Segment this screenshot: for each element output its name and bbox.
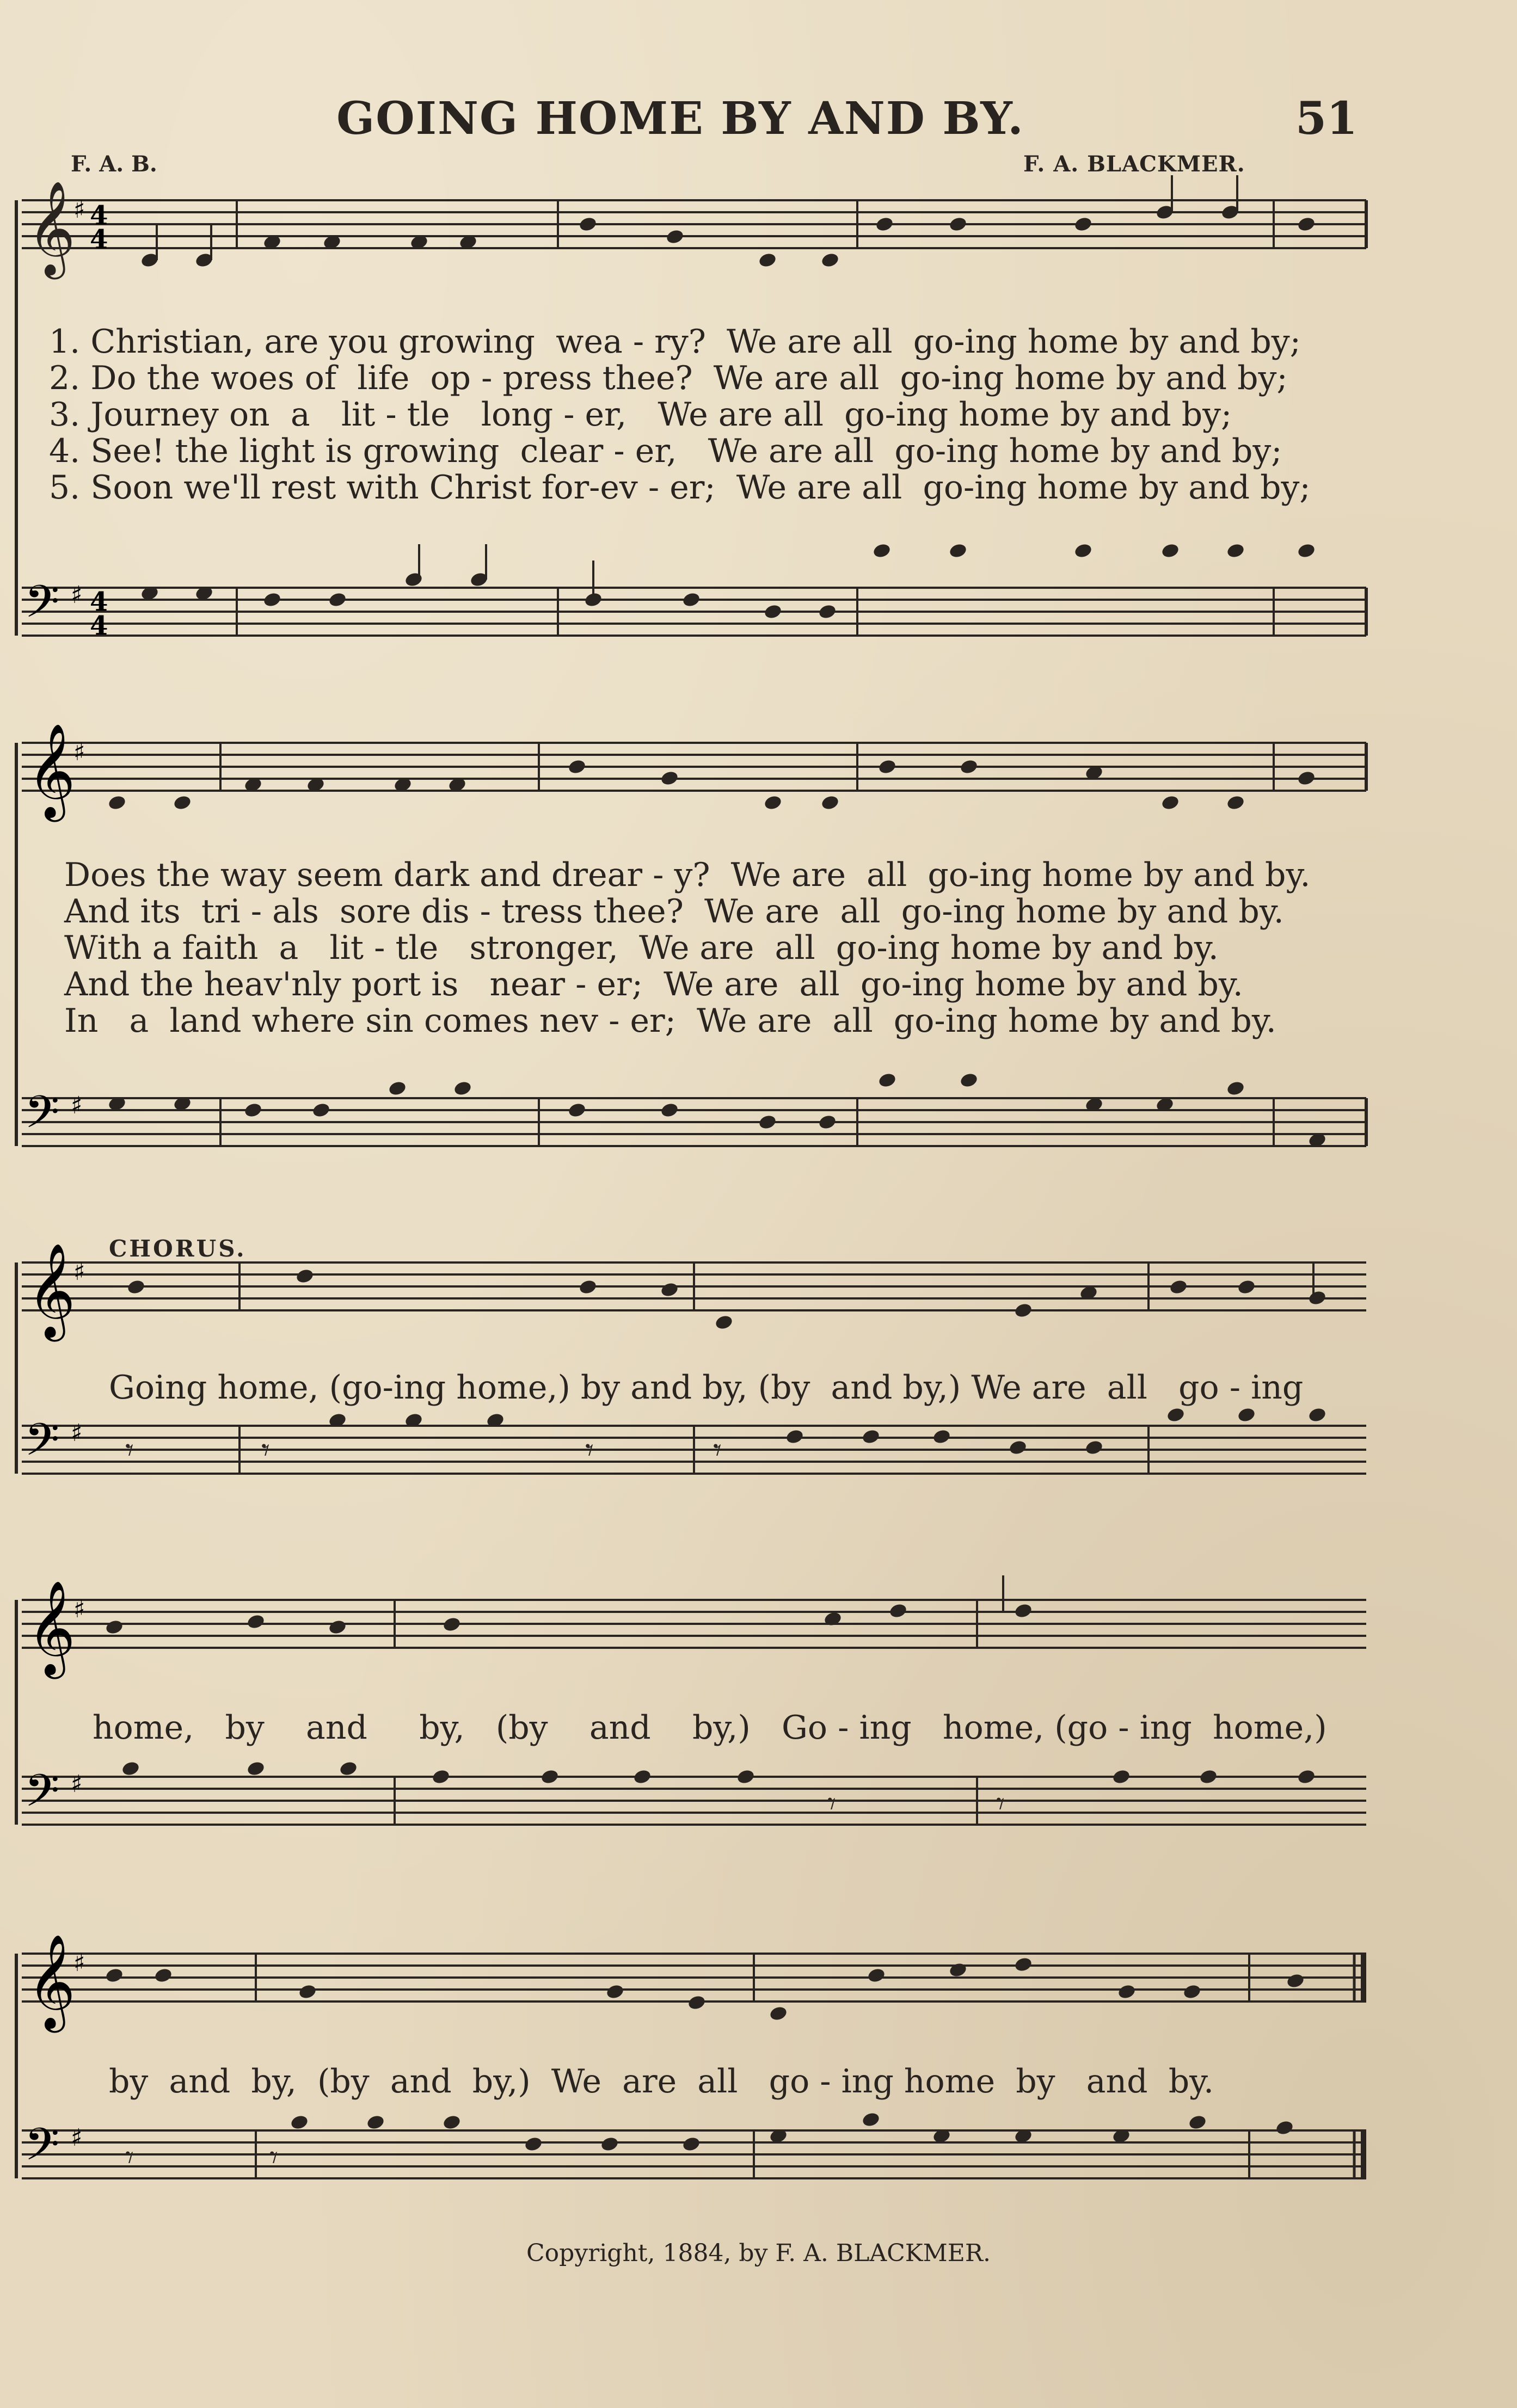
verse-5-line: 5. Soon we'll rest with Christ for-ev - er; We are all go-ing home by and by; bbox=[49, 469, 1311, 507]
svg-text:𝄢: 𝄢 bbox=[24, 1086, 60, 1149]
svg-text:♯: ♯ bbox=[73, 196, 85, 224]
svg-text:4: 4 bbox=[90, 611, 108, 641]
svg-text:𝄞: 𝄞 bbox=[27, 1934, 76, 2029]
chorus-line: Going home, (go-ing home,) by and by, (by and by,) We are all go - ing bbox=[109, 1369, 1304, 1407]
system-5-bass bbox=[22, 2118, 1366, 2182]
system-1-treble bbox=[22, 181, 1366, 280]
svg-text:4: 4 bbox=[90, 224, 108, 255]
verse-1-line: 1. Christian, are you growing wea - ry? We are all go-ing home by and by; bbox=[49, 323, 1301, 361]
svg-text:𝄾: 𝄾 bbox=[125, 2139, 134, 2177]
verse-4-line: 4. See! the light is growing clear - er, We are all go-ing home by and by; bbox=[49, 432, 1282, 470]
system-3-bass bbox=[22, 1413, 1366, 1477]
svg-text:𝄢: 𝄢 bbox=[24, 1413, 60, 1477]
svg-text:4: 4 bbox=[90, 587, 108, 617]
svg-text:♯: ♯ bbox=[71, 1770, 83, 1798]
system-5-treble bbox=[22, 1934, 1366, 2033]
verse-3-line: 3. Journey on a lit - tle long - er, We are all go-ing home by and by; bbox=[49, 396, 1232, 434]
system-2-bass bbox=[22, 1086, 1366, 1149]
system-4-treble bbox=[22, 1580, 1366, 1679]
verse-lyrics-part1 bbox=[49, 324, 1311, 506]
svg-text:𝄞: 𝄞 bbox=[27, 181, 76, 275]
svg-text:𝄾: 𝄾 bbox=[585, 1431, 594, 1469]
svg-text:♯: ♯ bbox=[71, 2124, 83, 2152]
svg-text:♯: ♯ bbox=[73, 738, 85, 766]
svg-text:♯: ♯ bbox=[71, 1092, 83, 1119]
words-author: F. A. B. bbox=[71, 151, 157, 177]
svg-text:♯: ♯ bbox=[73, 1258, 85, 1286]
svg-text:𝄾: 𝄾 bbox=[713, 1431, 722, 1469]
system-4-bass bbox=[22, 1764, 1366, 1828]
svg-text:4: 4 bbox=[90, 200, 108, 231]
svg-text:𝄾: 𝄾 bbox=[269, 2139, 278, 2177]
music-composer: F. A. BLACKMER. bbox=[1023, 151, 1245, 177]
chorus-line: home, by and by, (by and by,) Go - ing home, (go - ing home,) bbox=[93, 1709, 1327, 1747]
verse-2-line: 2. Do the woes of life op - press thee? We are all go-ing home by and by; bbox=[49, 359, 1288, 397]
page-number: 51 bbox=[1295, 93, 1358, 145]
svg-text:𝄾: 𝄾 bbox=[261, 1431, 270, 1469]
chorus-line: by and by, (by and by,) We are all go - ing home by and by. bbox=[109, 2062, 1214, 2101]
svg-text:𝄾: 𝄾 bbox=[125, 1431, 134, 1469]
copyright-notice: Copyright, 1884, by F. A. BLACKMER. bbox=[526, 2239, 991, 2267]
verse-2-line: And its tri - als sore dis - tress thee? We are all go-ing home by and by. bbox=[64, 892, 1284, 931]
svg-text:𝄾: 𝄾 bbox=[827, 1785, 836, 1823]
verse-3-line: With a faith a lit - tle stronger, We are all go-ing home by and by. bbox=[64, 929, 1219, 967]
svg-text:𝄾: 𝄾 bbox=[996, 1785, 1005, 1823]
chorus-label: CHORUS. bbox=[109, 1235, 247, 1262]
svg-text:𝄢: 𝄢 bbox=[24, 575, 60, 639]
svg-text:♯: ♯ bbox=[73, 1949, 85, 1977]
svg-text:♯: ♯ bbox=[71, 1419, 83, 1447]
hymn-title: GOING HOME BY AND BY. bbox=[336, 93, 1024, 145]
verse-5-line: In a land where sin comes nev - er; We are all go-ing home by and by. bbox=[64, 1002, 1276, 1040]
verse-4-line: And the heav'nly port is near - er; We are all go-ing home by and by. bbox=[64, 965, 1243, 1003]
svg-text:𝄢: 𝄢 bbox=[24, 2118, 60, 2182]
svg-text:♯: ♯ bbox=[73, 1596, 85, 1623]
svg-text:𝄞: 𝄞 bbox=[27, 1580, 76, 1675]
svg-text:𝄞: 𝄞 bbox=[27, 723, 76, 818]
svg-text:𝄢: 𝄢 bbox=[24, 1764, 60, 1828]
svg-text:𝄞: 𝄞 bbox=[27, 1243, 76, 1338]
system-1-bass bbox=[22, 575, 1366, 641]
verse-lyrics-part2 bbox=[64, 857, 1310, 1039]
verse-1-line: Does the way seem dark and drear - y? We are all go-ing home by and by. bbox=[64, 856, 1311, 894]
svg-text:♯: ♯ bbox=[71, 581, 83, 609]
